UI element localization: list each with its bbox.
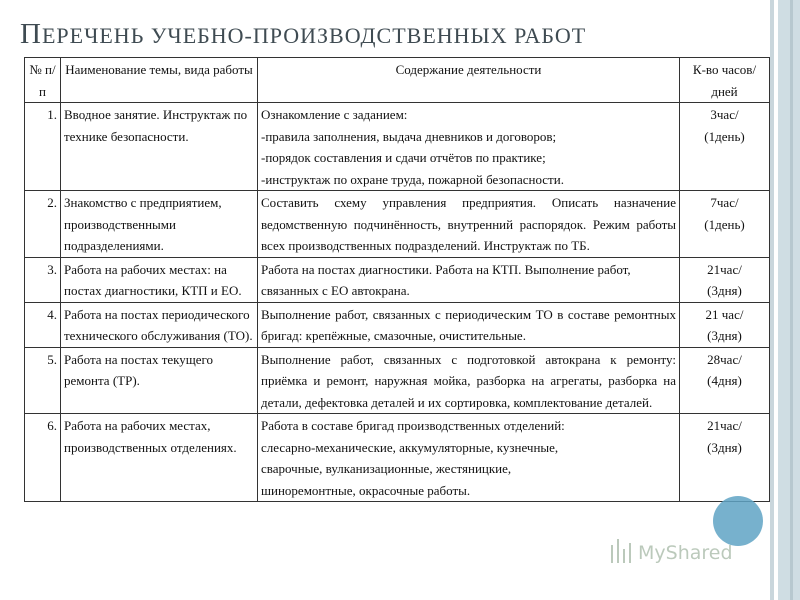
row-hours — [680, 414, 770, 502]
row-content — [258, 103, 680, 191]
days-value: (3дня) — [707, 283, 742, 298]
days-value: (3дня) — [707, 328, 742, 343]
header-topic: Наименование темы, вида работы — [61, 58, 258, 103]
row-topic: Знакомство с предприятием, производственными подразделениями. — [61, 191, 258, 258]
row-hours — [680, 103, 770, 191]
header-content: Содержание деятельности — [258, 58, 680, 103]
row-topic: Работа на постах периодического технического обслуживания (ТО). — [61, 302, 258, 347]
row-topic: Работа на постах текущего ремонта (ТР). — [61, 347, 258, 414]
header-num: № п/п — [25, 58, 61, 103]
decor-stripe — [770, 0, 774, 600]
watermark-bars-icon — [612, 539, 630, 563]
row-topic: Работа на рабочих местах: на постах диагностики, КТП и ЕО. — [61, 257, 258, 302]
slide-title-initial: П — [20, 18, 42, 50]
row-content: Выполнение работ, связанных с периодическим ТО в составе ремонтных бригад: крепёжные, смазочные, очистительные. — [258, 302, 680, 347]
hours-value: 21час/ — [707, 418, 742, 433]
row-topic: Работа на рабочих местах, производственных отделениях. — [61, 414, 258, 502]
content-line: Работа в составе бригад производственных отделений: — [261, 418, 565, 433]
days-value: (1день) — [704, 128, 745, 144]
row-hours — [680, 347, 770, 414]
table-row — [25, 347, 770, 414]
content-line: Ознакомление с заданием: — [261, 107, 408, 122]
days-value: (3дня) — [707, 439, 742, 455]
days-value: (4дня) — [707, 373, 742, 388]
row-num: 4. — [25, 302, 61, 347]
table-row — [25, 257, 770, 302]
row-num: 1. — [25, 103, 61, 191]
row-content: Работа на постах диагностики. Работа на КТП. Выполнение работ, связанных с ЕО автокрана. — [258, 257, 680, 302]
content-line: сварочные, вулканизационные, жестяницкие, — [261, 461, 512, 476]
table-header-row — [25, 58, 770, 103]
row-num: 3. — [25, 257, 61, 302]
row-content: Выполнение работ, связанных с подготовкой автокрана к ремонту: приёмка и ремонт, наружная мойка, разборка на агрегаты, разборка на детали, дефектовка деталей и их сортировка, комплектование деталей. — [258, 347, 680, 414]
row-content: Составить схему управления предприятия. Описать назначение ведомственную подчинённость, внутренний распорядок. Режим работы всех производственных подразделений. Инструктаж по ТБ. — [258, 191, 680, 258]
table-row — [25, 302, 770, 347]
content-line: -правила заполнения, выдача дневников и договоров; — [261, 128, 557, 144]
row-hours — [680, 257, 770, 302]
row-num: 2. — [25, 191, 61, 258]
header-hours: К-во часов/дней — [680, 58, 770, 103]
slide-title-rest: ЕРЕЧЕНЬ УЧЕБНО-ПРОИЗВОДСТВЕННЫХ РАБОТ — [41, 23, 587, 48]
row-content — [258, 414, 680, 502]
hours-value: 28час/ — [707, 351, 742, 367]
hours-value: 7час/ — [710, 195, 739, 210]
decor-stripe — [778, 0, 800, 600]
watermark-logo — [608, 535, 768, 567]
slide-title — [20, 18, 780, 51]
watermark-text: MyShared — [638, 542, 733, 564]
content-line: -инструктаж по охране труда, пожарной безопасности. — [261, 171, 564, 187]
row-topic: Вводное занятие. Инструктаж по технике безопасности. — [61, 103, 258, 191]
hours-value: 21час/ — [707, 261, 742, 277]
content-line: слесарно-механические, аккумуляторные, кузнечные, — [261, 439, 559, 455]
days-value: (1день) — [704, 216, 745, 232]
content-line: -порядок составления и сдачи отчётов по практике; — [261, 150, 546, 165]
row-hours — [680, 191, 770, 258]
row-num: 5. — [25, 347, 61, 414]
table-row — [25, 103, 770, 191]
decor-stripe — [790, 0, 793, 600]
table-row — [25, 191, 770, 258]
content-line: шиноремонтные, окрасочные работы. — [261, 482, 471, 498]
work-plan-table — [24, 57, 770, 502]
table-row — [25, 414, 770, 502]
hours-value: 3час/ — [710, 107, 739, 122]
hours-value: 21 час/ — [705, 306, 744, 322]
row-num: 6. — [25, 414, 61, 502]
row-hours — [680, 302, 770, 347]
